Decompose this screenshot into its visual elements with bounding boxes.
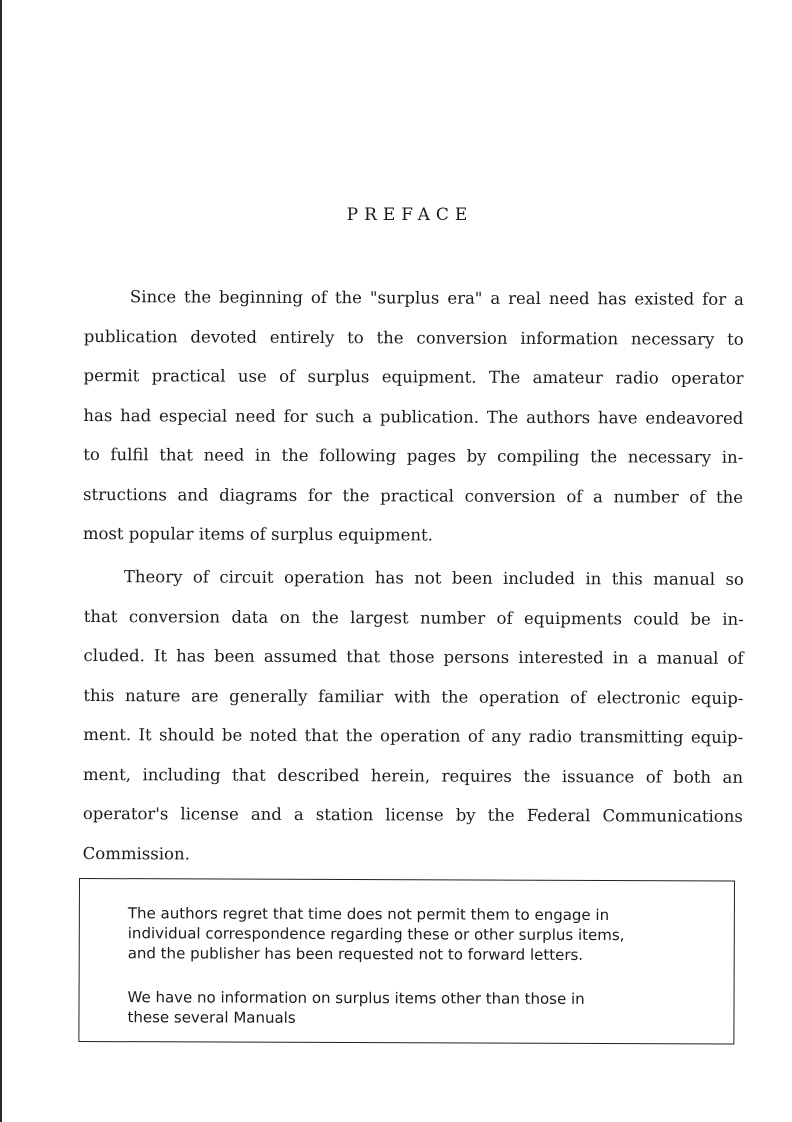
text-line: cluded. It has been assumed that those persons interested in a manual of xyxy=(83,645,744,668)
notice-paragraph-information: We have no information on surplus items other than those in these several Manuals xyxy=(127,988,585,1027)
text-line: operator's license and a station license by the Federal Communications xyxy=(82,803,743,826)
text-line: Commission. xyxy=(82,843,190,863)
page-title: PREFACE xyxy=(346,205,474,225)
text-line: ment, including that described herein, requires the issuance of both an xyxy=(83,764,744,787)
text-line: to fulfil that need in the following pages by compiling the necessary in- xyxy=(83,444,744,467)
text-line: structions and diagrams for the practical conversion of a number of the xyxy=(83,484,744,507)
text-line: has had especial need for such a publication. The authors have endeavored xyxy=(83,405,744,428)
preface-paragraph-2 xyxy=(83,557,744,876)
preface-paragraph-1 xyxy=(83,277,744,556)
text-line: most popular items of surplus equipment. xyxy=(82,523,433,545)
notice-paragraph-correspondence: The authors regret that time does not permit them to engage in individual correspondence regarding these or other surplus items, and the publisher has been requested not to forward letters. xyxy=(127,904,625,964)
notice-box xyxy=(78,878,735,1045)
text-line: this nature are generally familiar with the operation of electronic equip- xyxy=(83,685,744,708)
text-line: Theory of circuit operation has not been included in this manual so xyxy=(123,567,744,589)
text-line: publication devoted entirely to the conversion information necessary to xyxy=(83,326,744,349)
page-binding-edge xyxy=(0,0,2,1122)
text-line: that conversion data on the largest number of equipments could be in- xyxy=(83,606,744,629)
text-line: ment. It should be noted that the operation of any radio transmitting equip- xyxy=(83,724,744,747)
text-line: permit practical use of surplus equipment. The amateur radio operator xyxy=(83,365,744,388)
text-line: Since the beginning of the "surplus era" a real need has existed for a xyxy=(129,287,744,309)
